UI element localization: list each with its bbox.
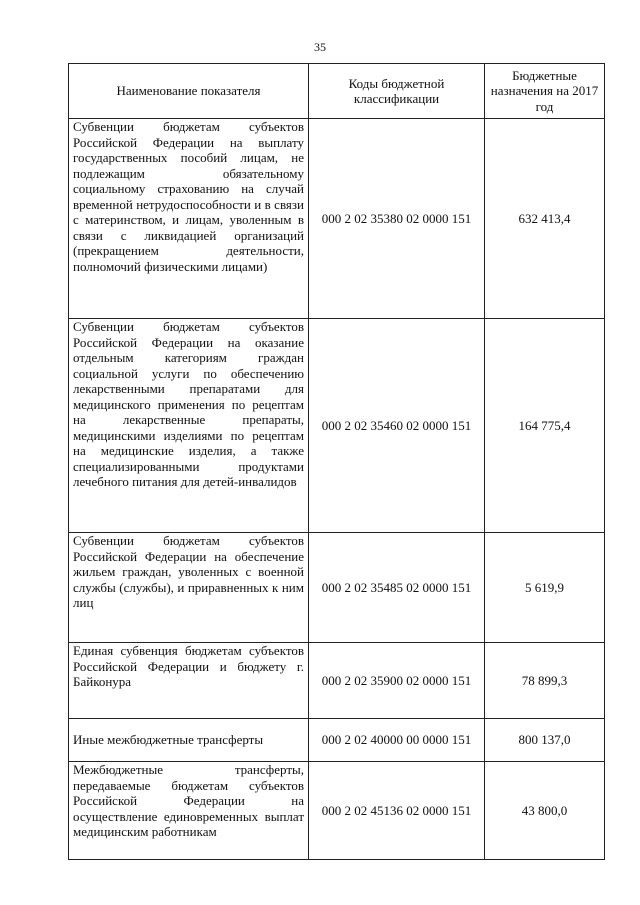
row-amount: 43 800,0 — [485, 762, 605, 860]
row-amount: 164 775,4 — [485, 319, 605, 533]
row-name: Единая субвенция бюджетам субъектов Российской Федерации и бюджету г. Байконура — [69, 643, 309, 719]
row-name: Межбюджетные трансферты, передаваемые бюджетам субъектов Российской Федерации на осуществление единовременных выплат медицинским работникам — [69, 762, 309, 860]
table-row — [69, 643, 605, 719]
row-amount: 800 137,0 — [485, 719, 605, 762]
row-code: 000 2 02 45136 02 0000 151 — [309, 762, 485, 860]
row-code: 000 2 02 35485 02 0000 151 — [309, 533, 485, 643]
header-amount: Бюджетные назначения на 2017 год — [485, 64, 605, 119]
table-row — [69, 533, 605, 643]
header-name: Наименование показателя — [69, 64, 309, 119]
page-number: 35 — [314, 40, 326, 54]
row-amount: 78 899,3 — [485, 643, 605, 719]
budget-table — [68, 63, 605, 860]
row-name: Субвенции бюджетам субъектов Российской Федерации на выплату государственных пособий лицам, не подлежащим обязательному социальному страхованию на случай временной нетрудоспособности и в связи с материнством, и лицам, уволенным в связи с ликвидацией организаций (прекращением деятельности, полномочий физическими лицами) — [69, 119, 309, 319]
table-row — [69, 719, 605, 762]
table-row — [69, 762, 605, 860]
row-amount: 632 413,4 — [485, 119, 605, 319]
row-name: Субвенции бюджетам субъектов Российской Федерации на оказание отдельным категориям граждан социальной услуги по обеспечению лекарственными препаратами для медицинского применения по рецептам на лекарственные препараты, медицинскими изделиями по рецептам на медицинские изделия, а также специализированными продуктами лечебного питания для детей-инвалидов — [69, 319, 309, 533]
table-row — [69, 119, 605, 319]
row-name: Иные межбюджетные трансферты — [69, 719, 309, 762]
table-row — [69, 319, 605, 533]
row-code: 000 2 02 35380 02 0000 151 — [309, 119, 485, 319]
header-code: Коды бюджетной классификации — [309, 64, 485, 119]
row-code: 000 2 02 40000 00 0000 151 — [309, 719, 485, 762]
row-code: 000 2 02 35460 02 0000 151 — [309, 319, 485, 533]
row-name: Субвенции бюджетам субъектов Российской Федерации на обеспечение жильем граждан, уволенных с военной службы (службы), и приравненных к ним лиц — [69, 533, 309, 643]
row-amount: 5 619,9 — [485, 533, 605, 643]
table-header-row — [69, 64, 605, 119]
row-code: 000 2 02 35900 02 0000 151 — [309, 643, 485, 719]
